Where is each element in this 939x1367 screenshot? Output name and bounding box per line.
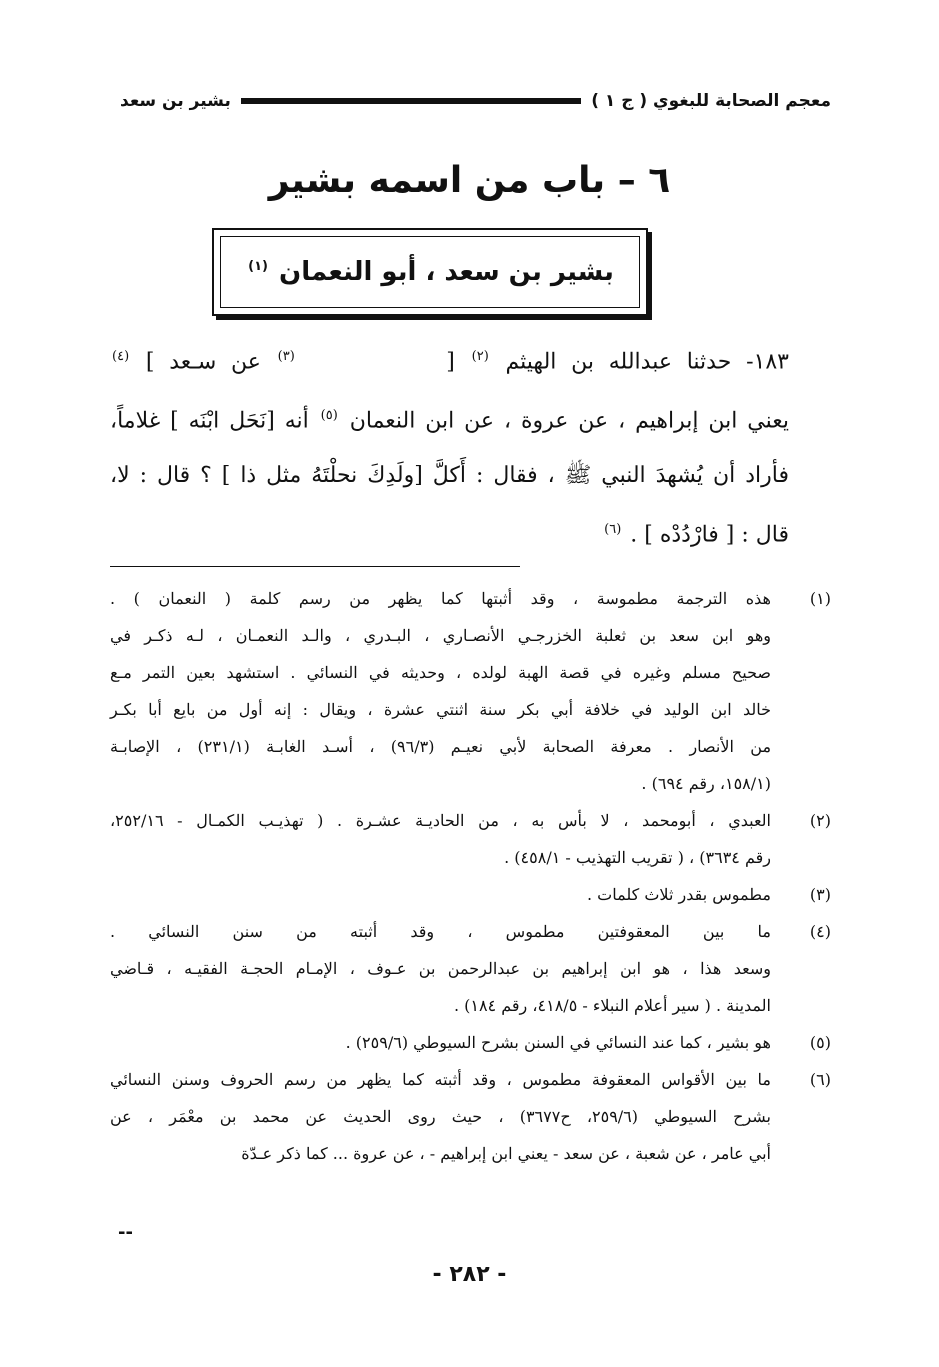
footnote-item xyxy=(110,580,831,802)
footnote-line: صحيح مسلم وغيره في قصة الهبة لولده ، وحديثه في النسائي . استشهد بعين التمر مـع xyxy=(110,663,771,682)
chapter-title: ٦ – باب من اسمه بشير xyxy=(268,160,671,201)
footnote-line: ما بين الأقواس المعقوفة مطموس ، وقد أثبته كما يظهر من رسم الحروف وسنن النسائي xyxy=(110,1070,771,1089)
footnote-body xyxy=(110,580,771,802)
footnote-line: رقم ٣٦٣٤) ، ( تقريب التهذيب - ٤٥٨/١) . xyxy=(504,848,771,867)
footnote-line: (١٥٨/١، رقم ٦٩٤) . xyxy=(641,774,771,793)
footnote-line: من الأنصار . معرفة الصحابة لأبي نعيـم (٩٦/٣) ، أسـد الغابـة (٢٣١/١) ، الإصابـة xyxy=(110,737,772,756)
footnote-body xyxy=(110,876,771,913)
hadith-line-1-part-b: [ xyxy=(446,349,455,375)
footnote-number: (٥) xyxy=(809,1033,831,1052)
footnote-body xyxy=(110,1024,771,1061)
footnote-line: هو بشير ، كما عند النسائي في السنن بشرح السيوطي (٢٥٩/٦) . xyxy=(345,1033,771,1052)
footnote-line: خالد ابن الوليد في خلافة أبي بكر سنة اثنتي عشرة ، ويقال : إنه أول من بايع أبا بكـر xyxy=(110,700,771,719)
header-entry-name: بشير بن سعد xyxy=(120,91,231,111)
hadith-line-1 xyxy=(110,330,789,389)
footnote-item xyxy=(110,802,831,876)
footnote-item xyxy=(110,913,831,1024)
footnotes xyxy=(110,580,831,1172)
page-number: - ٢٨٢ - xyxy=(432,1262,507,1287)
footnote-ref-6: (٦) xyxy=(604,521,622,537)
hadith-line-2 xyxy=(110,389,789,448)
footnote-divider xyxy=(110,566,520,567)
footnote-item xyxy=(110,1024,831,1061)
footnote-line: المدينة . ( سير أعلام النبلاء - ٤١٨/٥، رقم ١٨٤) . xyxy=(453,996,771,1015)
entry-name-text: بشير بن سعد ، أبو النعمان xyxy=(279,257,614,287)
footnote-line: مطموس بقدر ثلاث كلمات . xyxy=(586,885,771,904)
hadith-line-1-part-c: عن سـعد ] xyxy=(145,349,261,375)
footnote-body xyxy=(110,913,771,1024)
footnote-item xyxy=(110,1061,831,1172)
hadith-line-4-text: قال : [ فارْدُدْه ] . xyxy=(630,521,789,547)
footnote-body xyxy=(110,1061,771,1172)
footnote-ref-2: (٢) xyxy=(471,349,489,364)
continuation-mark: -- xyxy=(118,1222,133,1243)
footnote-line: هذه الترجمة مطموسة ، وقد أثبتها كما يظهر من رسم كلمة ( النعمان ) . xyxy=(110,589,771,608)
header-rule xyxy=(241,98,581,104)
footnote-number: (٣) xyxy=(809,885,831,904)
entry-name-box xyxy=(212,228,648,316)
footnote-number: (١) xyxy=(809,589,831,608)
footnote-ref-3: (٣) xyxy=(277,349,295,364)
footnote-line: وهو ابن سعد بن ثعلبة الخزرجـي الأنصـاري ، البـدري ، والـد النعمـان ، لـه ذكـر في xyxy=(110,626,772,645)
footnote-number: (٢) xyxy=(809,811,831,830)
header-book-title: معجم الصحابة للبغوي ( ج ١ ) xyxy=(591,91,831,111)
entry-name xyxy=(246,257,614,287)
footnote-item xyxy=(110,876,831,913)
running-header xyxy=(120,84,831,118)
footnote-line: ما بين المعقوفتين مطموس ، وقد أثبته من سنن النسائي . xyxy=(110,922,771,941)
hadith-line-2-part-a: يعني ابن إبراهيم ، عن عروة ، عن ابن النعمان xyxy=(349,408,790,434)
footnote-line: العبدي ، أبومحمد ، لا بأس به ، من الحاديـة عشـرة . ( تهذيـب الكمـال - ٢٥٢/١٦، xyxy=(110,811,771,830)
footnote-line: بشرح السيوطي (٢٥٩/٦، ح٣٦٧٧) ، حيث روى الحديث عن محمد بن معْمَر ، عن xyxy=(110,1107,772,1126)
hadith-line-1-part-a: ١٨٣- حدثنا عبدالله بن الهيثم xyxy=(505,349,789,375)
footnote-line: وسعد هذا ، هو ابن إبراهيم بن عبدالرحمن بن عـوف ، الإمـام الحجـة الفقيـه ، قـاضي xyxy=(110,959,772,978)
hadith-line-4 xyxy=(110,503,789,562)
footnote-body xyxy=(110,802,771,876)
footnote-number: (٦) xyxy=(809,1070,831,1089)
footnote-number: (٤) xyxy=(809,922,831,941)
footnote-ref-4: (٤) xyxy=(112,349,130,364)
hadith-text xyxy=(110,330,789,562)
hadith-line-2-part-b: أنه [نَحَل ابْنَه ] غلاماً، xyxy=(110,408,309,434)
entry-footnote-ref: (١) xyxy=(248,259,268,275)
footnote-ref-5: (٥) xyxy=(320,408,338,424)
hadith-line-3: فأراد أن يُشهدَ النبي ﷺ ، فقال : أَكلَّ [ولَدِكَ نحلْتَهُ مثل ذا ] ؟ قال : لا، xyxy=(110,462,789,488)
footnote-line: أبي عامر ، عن شعبة ، عن سعد - يعني ابن إبراهيم - ، عن عروة ... كما ذكر عـدّة xyxy=(241,1144,771,1163)
